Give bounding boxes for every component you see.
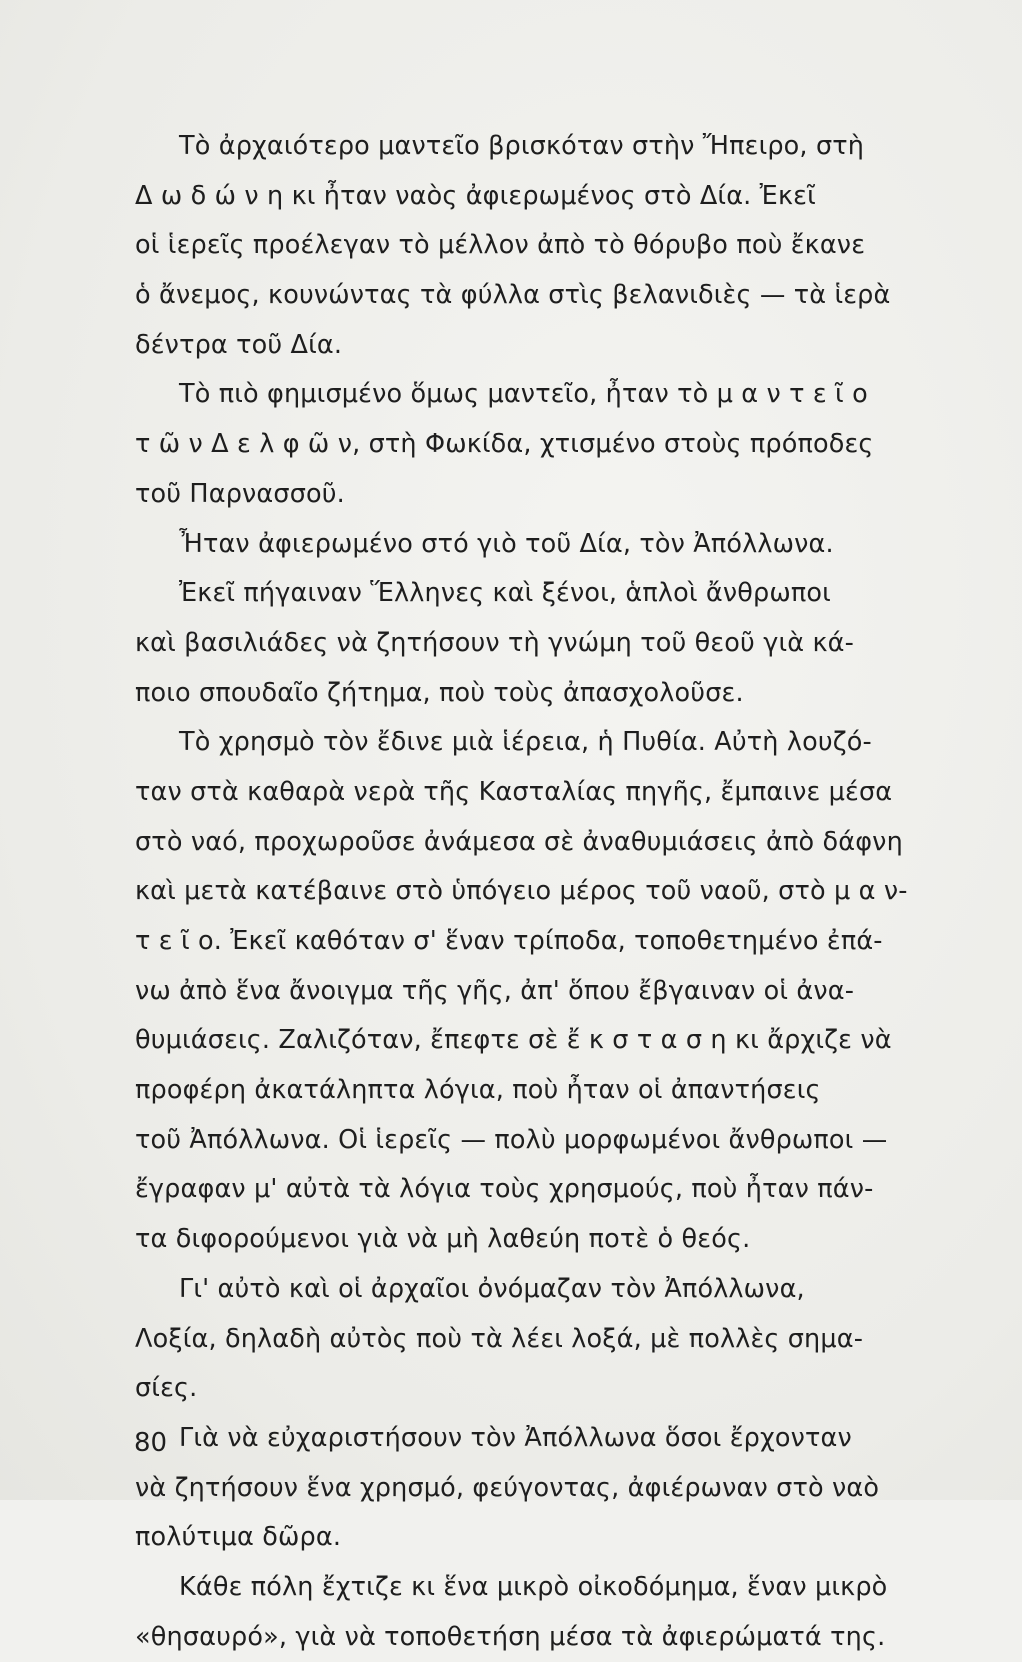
text-line: πολύτιμα δῶρα. [135,1522,342,1553]
body-text [135,122,970,1662]
text-line: τοῦ Ἀπόλλωνα. Οἱ ἱερεῖς — πολὺ μορφωμένοι ἄνθρωποι — [135,1124,888,1155]
text-line: «θησαυρό», γιὰ νὰ τοποθετήση μέσα τὰ ἀφιερώματά της. [135,1621,886,1652]
text-line: Τὸ πιὸ φημισμένο ὅμως μαντεῖο, ἦταν τὸ μ α ν τ ε ῖ ο [179,379,868,410]
text-line: οἱ ἱερεῖς προέλεγαν τὸ μέλλον ἀπὸ τὸ θόρυβο ποὺ ἔκανε [135,230,866,261]
text-line: τοῦ Παρνασσοῦ. [135,478,345,509]
text-line: ὁ ἄνεμος, κουνώντας τὰ φύλλα στὶς βελανιδιὲς — τὰ ἱερὰ [135,280,891,311]
text-line: Τὸ χρησμὸ τὸν ἔδινε μιὰ ἱέρεια, ἡ Πυθία. Αὐτὴ λουζό- [179,727,872,758]
text-line: Λοξία, δηλαδὴ αὐτὸς ποὺ τὰ λέει λοξά, μὲ πολλὲς σημα- [135,1323,864,1354]
text-line: ταν στὰ καθαρὰ νερὰ τῆς Κασταλίας πηγῆς, ἔμπαινε μέσα [135,776,893,807]
text-line: Τὸ ἀρχαιότερο μαντεῖο βρισκόταν στὴν Ἤπειρο, στὴ [179,131,865,161]
text-line: νὰ ζητήσουν ἕνα χρησμό, φεύγοντας, ἀφιέρωναν στὸ ναὸ [135,1472,880,1503]
text-line: καὶ βασιλιάδες νὰ ζητήσουν τὴ γνώμη τοῦ θεοῦ γιὰ κά- [135,627,854,658]
text-line: στὸ ναό, προχωροῦσε ἀνάμεσα σὲ ἀναθυμιάσεις ἀπὸ δάφνη [135,826,903,857]
text-line: σίες. [135,1373,198,1404]
text-line: καὶ μετὰ κατέβαινε στὸ ὑπόγειο μέρος τοῦ ναοῦ, στὸ μ α ν- [135,876,908,907]
text-line: νω ἀπὸ ἕνα ἄνοιγμα τῆς γῆς, ἀπ' ὅπου ἔβγαιναν οἱ ἀνα- [135,975,855,1006]
text-line: τ ε ῖ ο. Ἐκεῖ καθόταν σ' ἕναν τρίποδα, τοποθετημένο ἐπά- [135,926,883,956]
text-line: Γιὰ νὰ εὐχαριστήσουν τὸν Ἀπόλλωνα ὅσοι ἔρχονταν [179,1422,852,1453]
text-line: τα διφορούμενοι γιὰ νὰ μὴ λαθεύη ποτὲ ὁ θεός. [135,1224,751,1255]
text-line: θυμιάσεις. Ζαλιζόταν, ἔπεφτε σὲ ἔ κ σ τ α σ η κι ἄρχιζε νὰ [135,1025,892,1056]
text-line: Γι' αὐτὸ καὶ οἱ ἀρχαῖοι ὀνόμαζαν τὸν Ἀπόλλωνα, [179,1273,805,1304]
text-line: Δ ω δ ώ ν η κι ἦταν ναὸς ἀφιερωμένος στὸ Δία. Ἐκεῖ [135,180,816,211]
text-line: Κάθε πόλη ἔχτιζε κι ἕνα μικρὸ οἰκοδόμημα, ἕναν μικρὸ [179,1571,888,1602]
text-line: Ἐκεῖ πήγαιναν Ἕλληνες καὶ ξένοι, ἁπλοὶ ἄνθρωποι [179,578,831,609]
text-line: τ ῶ ν Δ ε λ φ ῶ ν, στὴ Φωκίδα, χτισμένο στοὺς πρόποδες [135,429,874,460]
text-line: ἔγραφαν μ' αὐτὰ τὰ λόγια τοὺς χρησμούς, ποὺ ἦταν πάν- [135,1174,874,1205]
text-line: Ἦταν ἀφιερωμένο στό γιὸ τοῦ Δία, τὸν Ἀπόλλωνα. [179,528,834,559]
text-line: προφέρη ἀκατάληπτα λόγια, ποὺ ἦταν οἱ ἀπαντήσεις [135,1075,821,1106]
text-line: δέντρα τοῦ Δία. [135,329,343,360]
text-line: ποιο σπουδαῖο ζήτημα, ποὺ τοὺς ἀπασχολοῦσε. [135,677,744,708]
page-number: 80 [134,1428,168,1458]
